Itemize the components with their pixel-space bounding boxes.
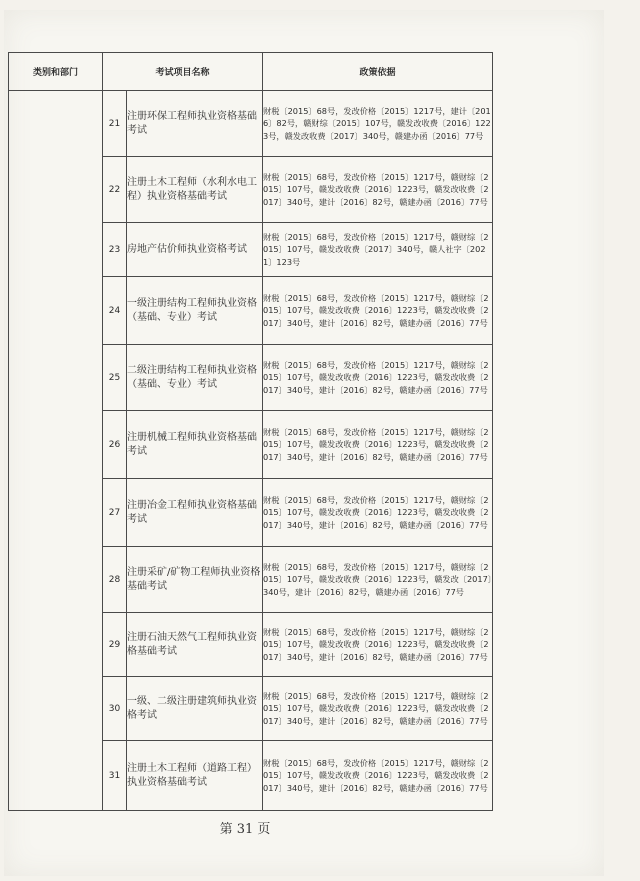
exam-name: 注册采矿/矿物工程师执业资格基础考试 (127, 547, 263, 613)
policy-basis: 财税〔2015〕68号，发改价格〔2015〕1217号，建计〔2016〕82号，赣财综〔2015〕107号，赣发改收费〔2016〕1223号，赣发改收费〔2017〕340号，赣建办函〔2016〕77号 (263, 91, 493, 157)
exam-name: 注册环保工程师执业资格基础考试 (127, 91, 263, 157)
exam-name: 注册土木工程师（道路工程）执业资格基础考试 (127, 741, 263, 811)
exam-name: 注册冶金工程师执业资格基础考试 (127, 479, 263, 547)
policy-basis: 财税〔2015〕68号，发改价格〔2015〕1217号，赣财综〔2015〕107号，赣发改收费〔2016〕1223号，赣发改收费〔2017〕340号，建计〔2016〕82号，赣建办函〔2016〕77号 (263, 677, 493, 741)
row-number: 28 (103, 547, 127, 613)
policy-basis: 财税〔2015〕68号，发改价格〔2015〕1217号，赣财综〔2015〕107号，赣发改收费〔2016〕1223号，赣发改收费〔2017〕340号，建计〔2016〕82号，赣建办函〔2016〕77号 (263, 277, 493, 345)
category-cell (9, 91, 103, 811)
row-number: 30 (103, 677, 127, 741)
header-policy-basis: 政策依据 (263, 53, 493, 91)
row-number: 26 (103, 411, 127, 479)
row-number: 23 (103, 223, 127, 277)
row-number: 25 (103, 345, 127, 411)
exam-name: 一级注册结构工程师执业资格（基础、专业）考试 (127, 277, 263, 345)
header-exam-name: 考试项目名称 (103, 53, 263, 91)
exam-name: 注册机械工程师执业资格基础考试 (127, 411, 263, 479)
policy-basis: 财税〔2015〕68号，发改价格〔2015〕1217号，赣财综〔2015〕107号，赣发改收费〔2017〕340号，赣人社字〔2021〕123号 (263, 223, 493, 277)
policy-basis: 财税〔2015〕68号，发改价格〔2015〕1217号，赣财综〔2015〕107号，赣发改收费〔2016〕1223号，赣发改收费〔2017〕340号，建计〔2016〕82号，赣建办函〔2016〕77号 (263, 479, 493, 547)
policy-basis: 财税〔2015〕68号，发改价格〔2015〕1217号，赣财综〔2015〕107号，赣发改收费〔2016〕1223号，赣发改收费〔2017〕340号，建计〔2016〕82号，赣建办函〔2016〕77号 (263, 345, 493, 411)
table-header-row (9, 53, 493, 91)
page-number: 第 31 页 (219, 822, 271, 837)
policy-basis: 财税〔2015〕68号，发改价格〔2015〕1217号，赣财综〔2015〕107号，赣发改收费〔2016〕1223号，赣发改收费〔2017〕340号，建计〔2016〕82号，赣建办函〔2016〕77号 (263, 411, 493, 479)
row-number: 29 (103, 613, 127, 677)
row-number: 21 (103, 91, 127, 157)
row-number: 27 (103, 479, 127, 547)
row-number: 24 (103, 277, 127, 345)
row-number: 31 (103, 741, 127, 811)
policy-basis: 财税〔2015〕68号，发改价格〔2015〕1217号，赣财综〔2015〕107号，赣发改收费〔2016〕1223号，赣发改〔2017〕340号，建计〔2016〕82号，赣建办函〔2016〕77号 (263, 547, 493, 613)
header-category: 类别和部门 (9, 53, 103, 91)
exam-name: 二级注册结构工程师执业资格（基础、专业）考试 (127, 345, 263, 411)
exam-name: 房地产估价师执业资格考试 (127, 223, 263, 277)
exam-name: 一级、二级注册建筑师执业资格考试 (127, 677, 263, 741)
policy-basis: 财税〔2015〕68号，发改价格〔2015〕1217号，赣财综〔2015〕107号，赣发改收费〔2016〕1223号，赣发改收费〔2017〕340号，建计〔2016〕82号，赣建办函〔2016〕77号 (263, 613, 493, 677)
table-row (9, 91, 493, 157)
policy-basis: 财税〔2015〕68号，发改价格〔2015〕1217号，赣财综〔2015〕107号，赣发改收费〔2016〕1223号，赣发改收费〔2017〕340号，建计〔2016〕82号，赣建办函〔2016〕77号 (263, 741, 493, 811)
exam-name: 注册土木工程师（水利水电工程）执业资格基础考试 (127, 157, 263, 223)
row-number: 22 (103, 157, 127, 223)
exam-name: 注册石油天然气工程师执业资格基础考试 (127, 613, 263, 677)
policy-basis: 财税〔2015〕68号，发改价格〔2015〕1217号，赣财综〔2015〕107号，赣发改收费〔2016〕1223号，赣发改收费〔2017〕340号，建计〔2016〕82号，赣建办函〔2016〕77号 (263, 157, 493, 223)
exam-policy-table (8, 52, 493, 811)
